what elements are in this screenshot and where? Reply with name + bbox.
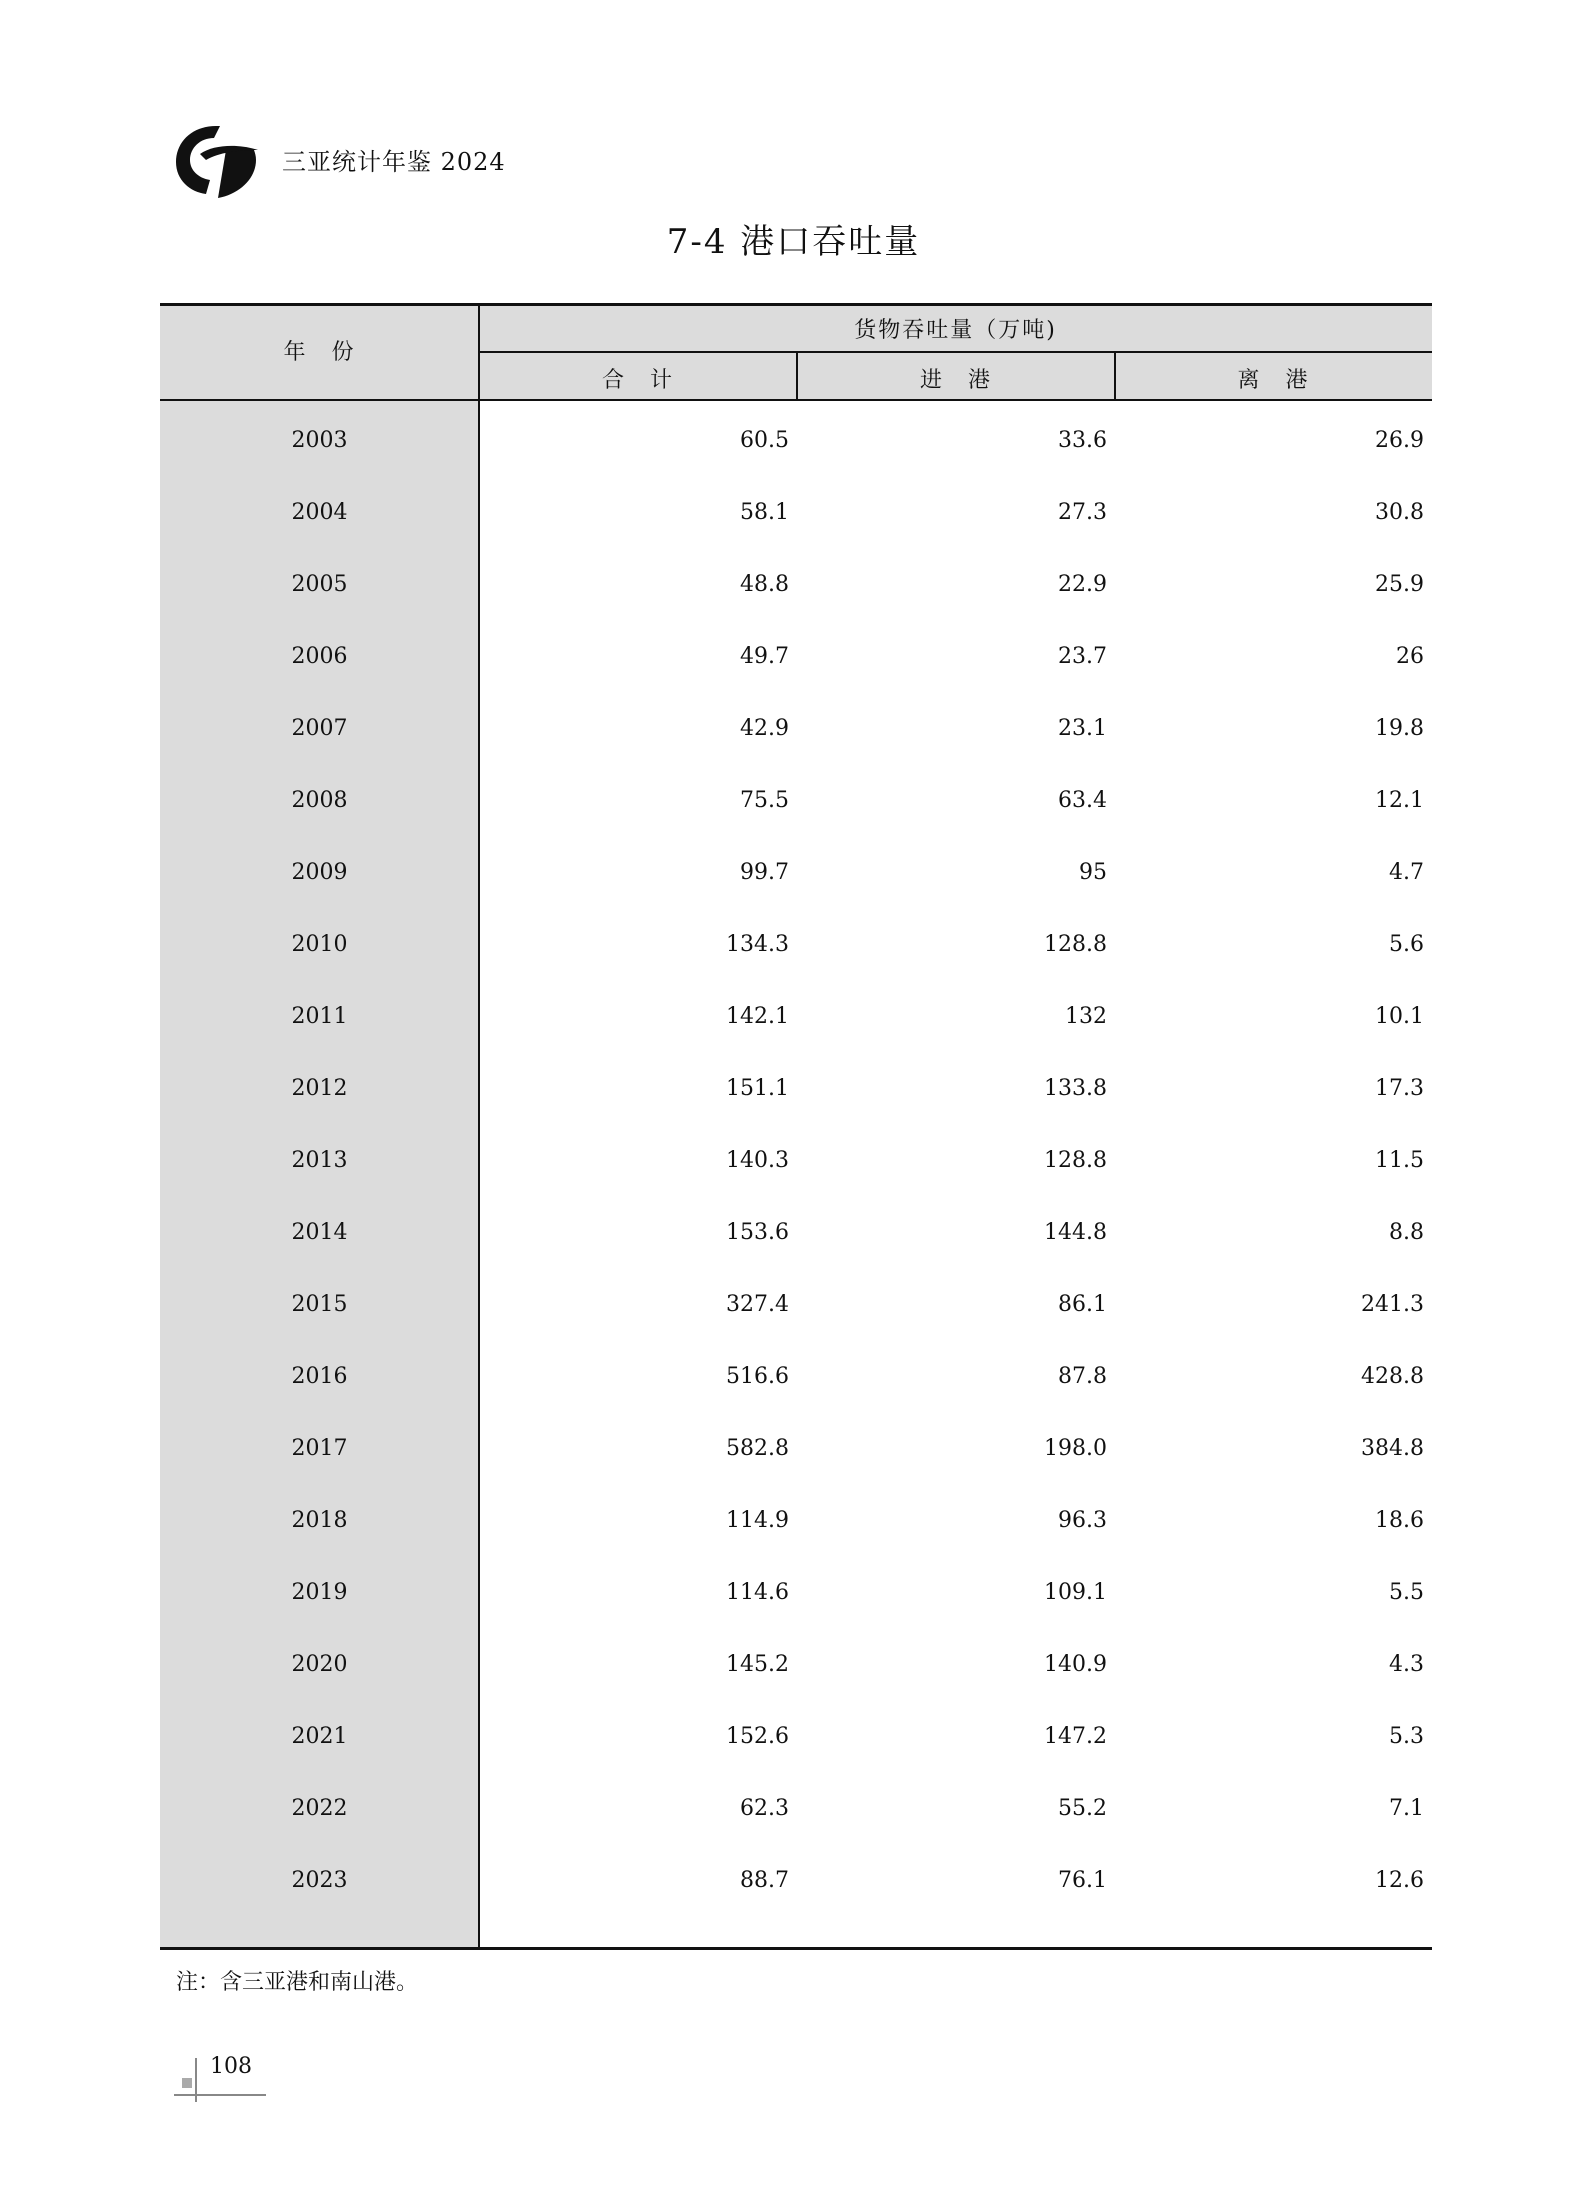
in-cell: 133.8	[1044, 1076, 1107, 1101]
table-row	[160, 1413, 1432, 1485]
in-cell: 147.2	[1044, 1724, 1107, 1749]
table-row	[160, 1845, 1432, 1917]
year-cell: 2006	[291, 644, 348, 669]
year-cell: 2009	[291, 860, 348, 885]
port-throughput-table	[160, 303, 1432, 1950]
group-header: 货物吞吐量（万吨)	[854, 318, 1057, 343]
year-cell: 2022	[291, 1796, 348, 1821]
group-header-rule	[479, 351, 1432, 353]
total-cell: 75.5	[740, 788, 789, 813]
table-row	[160, 693, 1432, 765]
total-cell: 140.3	[726, 1148, 789, 1173]
in-cell: 198.0	[1044, 1436, 1107, 1461]
year-cell: 2015	[291, 1292, 348, 1317]
in-cell: 55.2	[1058, 1796, 1107, 1821]
total-cell: 153.6	[726, 1220, 789, 1245]
table-row	[160, 1269, 1432, 1341]
year-cell: 2010	[291, 932, 348, 957]
in-cell: 23.1	[1058, 716, 1107, 741]
in-cell: 23.7	[1058, 644, 1107, 669]
in-cell: 96.3	[1058, 1508, 1107, 1533]
in-cell: 63.4	[1058, 788, 1107, 813]
total-cell: 42.9	[740, 716, 789, 741]
year-cell: 2012	[291, 1076, 348, 1101]
out-cell: 18.6	[1375, 1508, 1424, 1533]
col-header-out: 离 港	[1237, 368, 1310, 393]
in-cell: 27.3	[1058, 500, 1107, 525]
table-row	[160, 1341, 1432, 1413]
total-cell: 582.8	[726, 1436, 789, 1461]
total-cell: 49.7	[740, 644, 789, 669]
page-number: 108	[210, 2054, 252, 2079]
out-cell: 17.3	[1375, 1076, 1424, 1101]
table-title: 7-4 港口吞吐量	[666, 222, 921, 262]
in-cell: 22.9	[1058, 572, 1107, 597]
table-row	[160, 1773, 1432, 1845]
table-row	[160, 1053, 1432, 1125]
year-cell: 2004	[291, 500, 348, 525]
year-header: 年 份	[283, 340, 356, 365]
total-cell: 327.4	[726, 1292, 789, 1317]
total-cell: 142.1	[726, 1004, 789, 1029]
out-cell: 12.6	[1375, 1868, 1424, 1893]
year-cell: 2011	[291, 1004, 348, 1029]
table-row	[160, 765, 1432, 837]
table-row	[160, 909, 1432, 981]
in-cell: 128.8	[1044, 932, 1107, 957]
out-cell: 12.1	[1375, 788, 1424, 813]
table-note: 注：含三亚港和南山港。	[176, 1970, 419, 1995]
out-cell: 11.5	[1375, 1148, 1424, 1173]
out-cell: 7.1	[1389, 1796, 1424, 1821]
in-cell: 132	[1065, 1004, 1107, 1029]
year-cell: 2019	[291, 1580, 348, 1605]
in-cell: 33.6	[1058, 428, 1107, 453]
year-cell: 2017	[291, 1436, 348, 1461]
total-cell: 58.1	[740, 500, 789, 525]
total-cell: 134.3	[726, 932, 789, 957]
total-cell: 114.6	[726, 1580, 789, 1605]
out-cell: 25.9	[1375, 572, 1424, 597]
in-cell: 128.8	[1044, 1148, 1107, 1173]
in-cell: 144.8	[1044, 1220, 1107, 1245]
table-row	[160, 1485, 1432, 1557]
table-row	[160, 1701, 1432, 1773]
table-row	[160, 1197, 1432, 1269]
table-bottom-rule	[160, 1947, 1432, 1950]
table-row	[160, 621, 1432, 693]
page-marker-hline	[174, 2094, 266, 2096]
year-cell: 2014	[291, 1220, 348, 1245]
out-cell: 26	[1396, 644, 1424, 669]
in-cell: 87.8	[1058, 1364, 1107, 1389]
total-cell: 88.7	[740, 1868, 789, 1893]
total-cell: 151.1	[726, 1076, 789, 1101]
out-cell: 30.8	[1375, 500, 1424, 525]
table-row	[160, 1557, 1432, 1629]
page-marker-square	[182, 2078, 192, 2088]
year-cell: 2008	[291, 788, 348, 813]
table-row	[160, 549, 1432, 621]
out-cell: 5.3	[1389, 1724, 1424, 1749]
out-cell: 428.8	[1361, 1364, 1424, 1389]
out-cell: 4.3	[1389, 1652, 1424, 1677]
out-cell: 241.3	[1361, 1292, 1424, 1317]
yearbook-logo-icon	[170, 120, 262, 202]
out-cell: 5.6	[1389, 932, 1424, 957]
in-cell: 95	[1079, 860, 1107, 885]
total-cell: 99.7	[740, 860, 789, 885]
year-cell: 2020	[291, 1652, 348, 1677]
out-cell: 10.1	[1375, 1004, 1424, 1029]
year-cell: 2013	[291, 1148, 348, 1173]
out-cell: 5.5	[1389, 1580, 1424, 1605]
col-header-in: 进 港	[919, 368, 992, 393]
table-top-rule	[160, 303, 1432, 306]
year-cell: 2023	[291, 1868, 348, 1893]
in-cell: 76.1	[1058, 1868, 1107, 1893]
year-cell: 2018	[291, 1508, 348, 1533]
running-head: 三亚统计年鉴 2024	[282, 148, 506, 176]
total-cell: 62.3	[740, 1796, 789, 1821]
table-row	[160, 1629, 1432, 1701]
out-cell: 384.8	[1361, 1436, 1424, 1461]
in-cell: 140.9	[1044, 1652, 1107, 1677]
year-cell: 2016	[291, 1364, 348, 1389]
table-row	[160, 837, 1432, 909]
total-cell: 516.6	[726, 1364, 789, 1389]
table-row	[160, 981, 1432, 1053]
out-cell: 19.8	[1375, 716, 1424, 741]
in-cell: 109.1	[1044, 1580, 1107, 1605]
table-row	[160, 405, 1432, 477]
total-cell: 152.6	[726, 1724, 789, 1749]
year-cell: 2003	[291, 428, 348, 453]
total-cell: 145.2	[726, 1652, 789, 1677]
out-cell: 26.9	[1375, 428, 1424, 453]
table-row	[160, 1125, 1432, 1197]
year-cell: 2005	[291, 572, 348, 597]
table-row	[160, 477, 1432, 549]
total-cell: 60.5	[740, 428, 789, 453]
year-cell: 2021	[291, 1724, 348, 1749]
out-cell: 4.7	[1389, 860, 1424, 885]
out-cell: 8.8	[1389, 1220, 1424, 1245]
total-cell: 48.8	[740, 572, 789, 597]
col-header-total: 合 计	[601, 368, 674, 393]
total-cell: 114.9	[726, 1508, 789, 1533]
in-cell: 86.1	[1058, 1292, 1107, 1317]
year-cell: 2007	[291, 716, 348, 741]
